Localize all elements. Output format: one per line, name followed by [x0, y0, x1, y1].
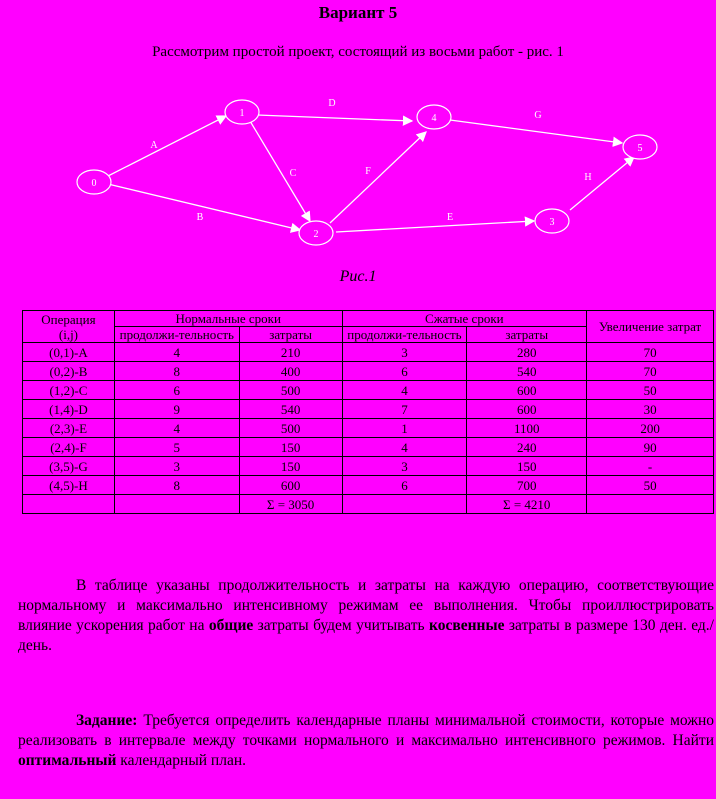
node-label-4: 4 [431, 113, 437, 124]
table-cell: 7 [342, 400, 467, 419]
task-label: Задание: [76, 712, 138, 729]
edge-C [250, 121, 310, 221]
header-crash: Сжатые сроки [342, 311, 587, 327]
table-cell: 150 [239, 438, 342, 457]
edge-label-E: E [446, 212, 454, 223]
figure-caption: Рис.1 [339, 268, 377, 285]
table-cell: 540 [239, 400, 342, 419]
table-cell: 600 [467, 400, 587, 419]
table-cell: 210 [239, 343, 342, 362]
table-cell: 700 [467, 476, 587, 495]
edge-label-G: G [534, 110, 542, 121]
edge-label-B: B [196, 212, 204, 223]
table-cell: 400 [239, 362, 342, 381]
table-cell: 4 [114, 419, 239, 438]
table-cell: 4 [342, 438, 467, 457]
table-cell: (1,2)-C [23, 381, 115, 400]
table-cell: 3 [114, 457, 239, 476]
node-label-5: 5 [637, 143, 643, 154]
table-cell: 540 [467, 362, 587, 381]
table-cell: (0,2)-B [23, 362, 115, 381]
table-row [23, 419, 714, 438]
edge-H [570, 157, 634, 210]
header-normal: Нормальные сроки [114, 311, 342, 327]
table-cell: 240 [467, 438, 587, 457]
table-cell: 70 [587, 362, 714, 381]
node-label-2: 2 [313, 229, 319, 240]
table-cell: 600 [239, 476, 342, 495]
table-cell: 6 [342, 362, 467, 381]
table-cell: (2,4)-F [23, 438, 115, 457]
table-cell: 6 [114, 381, 239, 400]
total-crash: Σ = 4210 [467, 495, 587, 514]
edge-F [330, 132, 426, 223]
edge-label-F: F [365, 166, 371, 177]
table-cell: 150 [239, 457, 342, 476]
table-cell: (2,3)-E [23, 419, 115, 438]
emphasis: косвенные [429, 617, 505, 634]
table-row [23, 343, 714, 362]
table-cell: (3,5)-G [23, 457, 115, 476]
table-cell: 1100 [467, 419, 587, 438]
table-row [23, 457, 714, 476]
task-bold: оптимальный [18, 752, 117, 769]
table-cell: 150 [467, 457, 587, 476]
table-cell: 500 [239, 381, 342, 400]
table-row [23, 438, 714, 457]
paragraph-1-text: В таблице указаны продолжительность и затраты на каждую операцию, соответствующие нормальному и максимально интенсивному режимам ее выполнения. Чтобы проиллюстрировать влияние ускорения работ на общие затраты будем учитывать косвенные затраты в размере 130 ден. ед./день. [18, 577, 714, 654]
edge-label-A: A [150, 140, 158, 151]
intro-text: Рассмотрим простой проект, состоящий из восьми работ - рис. 1 [152, 44, 564, 60]
node-label-1: 1 [239, 108, 245, 119]
paragraph-task [18, 711, 714, 771]
table-cell: 8 [114, 476, 239, 495]
table-cell: (4,5)-H [23, 476, 115, 495]
header-normal-duration: продолжи-тельность [114, 327, 239, 343]
table-row [23, 476, 714, 495]
header-crash-cost: затраты [467, 327, 587, 343]
header-increase: Увеличение затрат [587, 311, 714, 343]
table-cell: 50 [587, 381, 714, 400]
table-cell: 5 [114, 438, 239, 457]
table-cell: 30 [587, 400, 714, 419]
edge-label-H: H [584, 172, 592, 183]
node-label-0: 0 [91, 178, 97, 189]
task-text-1: Требуется определить календарные планы минимальной стоимости, которые можно реализовать в интервале между точками нормального и максимально интенсивного режимов. Найти [18, 712, 715, 749]
table-row [23, 400, 714, 419]
edge-D [257, 115, 412, 121]
table-row [23, 381, 714, 400]
paragraph-description [18, 576, 714, 656]
edge-G [450, 120, 622, 143]
total-empty [587, 495, 714, 514]
table-cell: - [587, 457, 714, 476]
total-empty [342, 495, 467, 514]
emphasis: общие [208, 617, 254, 634]
table-cell: 90 [587, 438, 714, 457]
edge-label-C: C [289, 168, 297, 179]
total-normal: Σ = 3050 [239, 495, 342, 514]
task-text-2: календарный план. [120, 752, 246, 769]
table-cell: 6 [342, 476, 467, 495]
table-cell: 500 [239, 419, 342, 438]
table-cell: 4 [342, 381, 467, 400]
table-cell: 1 [342, 419, 467, 438]
total-empty [114, 495, 239, 514]
edge-label-D: D [328, 98, 336, 109]
operations-table [22, 310, 714, 514]
node-label-3: 3 [549, 217, 555, 228]
network-diagram [60, 90, 660, 260]
table-cell: 4 [114, 343, 239, 362]
table-cell: 280 [467, 343, 587, 362]
table-cell: 8 [114, 362, 239, 381]
header-operation: Операция (i,j) [23, 311, 115, 343]
table-cell: 70 [587, 343, 714, 362]
table-cell: 50 [587, 476, 714, 495]
table-cell: 3 [342, 343, 467, 362]
table-cell: 3 [342, 457, 467, 476]
edge-B [108, 184, 300, 230]
table-cell: (1,4)-D [23, 400, 115, 419]
table-cell: 200 [587, 419, 714, 438]
table-cell: 9 [114, 400, 239, 419]
table-cell: 600 [467, 381, 587, 400]
edge-A [108, 116, 226, 176]
page-title: Вариант 5 [318, 3, 398, 22]
edge-E [336, 221, 534, 232]
header-normal-cost: затраты [239, 327, 342, 343]
total-empty [23, 495, 115, 514]
table-row [23, 362, 714, 381]
table-cell: (0,1)-A [23, 343, 115, 362]
header-crash-duration: продолжи-тельность [342, 327, 467, 343]
